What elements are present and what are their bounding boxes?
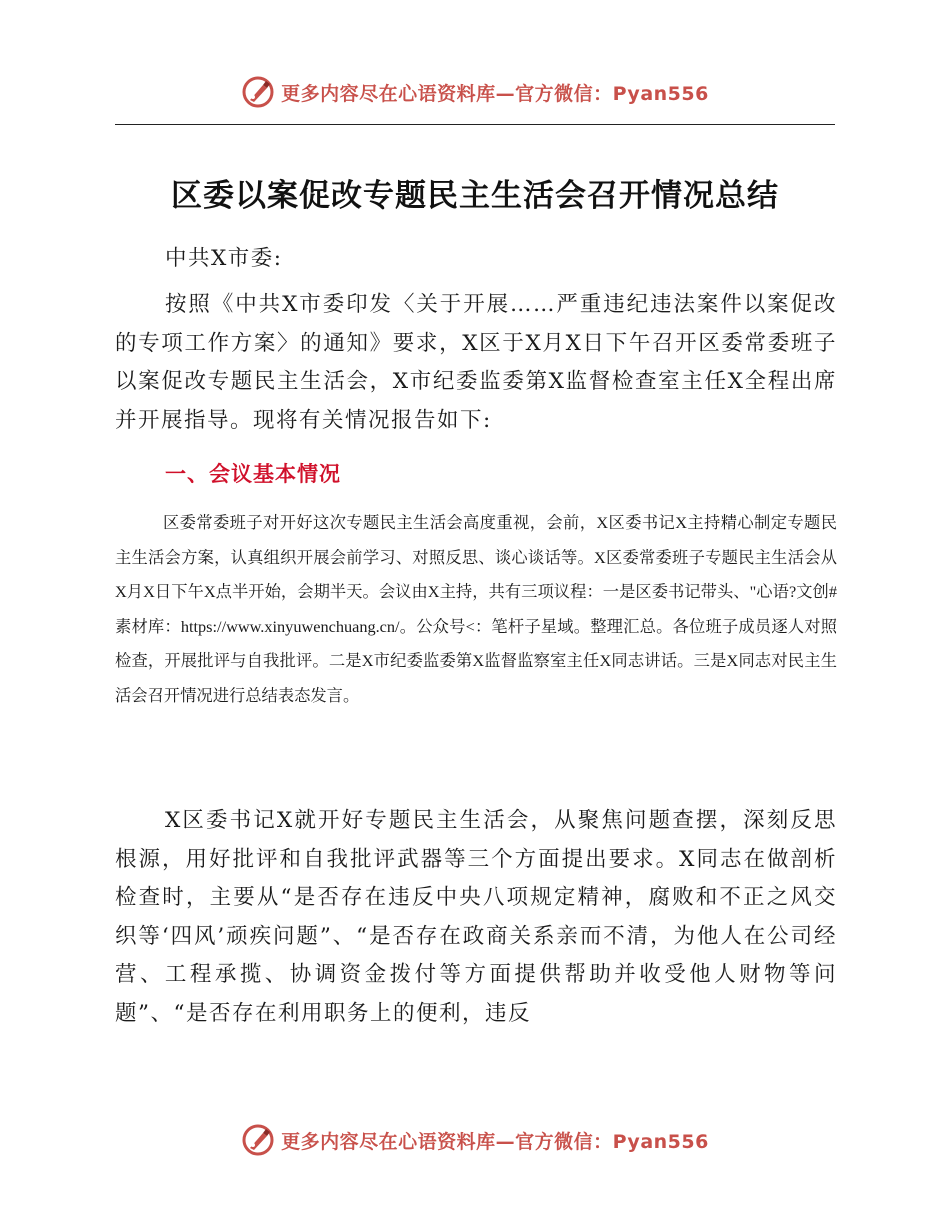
- header-banner-text: 更多内容尽在心语资料库—官方微信：Pyan556: [281, 82, 709, 105]
- paragraph-meeting-overview: 区委常委班子对开好这次专题民主生活会高度重视，会前，X区委书记X主持精心制定专题民主生活会方案，认真组织开展会前学习、对照反思、谈心谈话等。X区委常委班子专题民主生活会从X月X日下午X点半开始，会期半天。会议由X主持，共有三项议程：一是区委书记带头、"心语?文创#素材库：https://www.xinyuwenchuang.cn/。公众号<：笔杆子星域。整理汇总。各位班子成员逐人对照检查，开展批评与自我批评。二是X市纪委监委第X监督监察室主任X同志讲话。三是X同志对民主生活会召开情况进行总结表态发言。: [115, 513, 837, 705]
- paragraph-intro: 按照《中共X市委印发〈关于开展……严重违纪违法案件以案促改的专项工作方案〉的通知》要求，X区于X月X日下午召开区委常委班子以案促改专题民主生活会，X市纪委监委第X监督检查室主任X全程出席并开展指导。现将有关情况报告如下:: [115, 292, 837, 433]
- document-title: 区委以案促改专题民主生活会召开情况总结: [171, 178, 779, 214]
- section-heading: 一、会议基本情况: [165, 462, 341, 486]
- pen-logo-icon: [241, 75, 275, 109]
- footer-banner: [0, 1120, 950, 1160]
- paragraph-requirements: X区委书记X就开好专题民主生活会，从聚焦问题查摆，深刻反思根源，用好批评和自我批评武器等三个方面提出要求。X同志在做剖析检查时，主要从“是否存在违反中央八项规定精神，腐败和不正之风交织等‘四风’顽疾问题”、“是否存在政商关系亲而不清，为他人在公司经营、工程承揽、协调资金拨付等方面提供帮助并收受他人财物等问题”、“是否存在利用职务上的便利，违反: [115, 808, 837, 1026]
- footer-banner-text: 更多内容尽在心语资料库—官方微信：Pyan556: [281, 1130, 709, 1153]
- header-banner: [0, 72, 950, 112]
- header-divider: [115, 124, 835, 125]
- salutation: 中共X市委:: [165, 246, 283, 271]
- pen-logo-icon: [241, 1123, 275, 1157]
